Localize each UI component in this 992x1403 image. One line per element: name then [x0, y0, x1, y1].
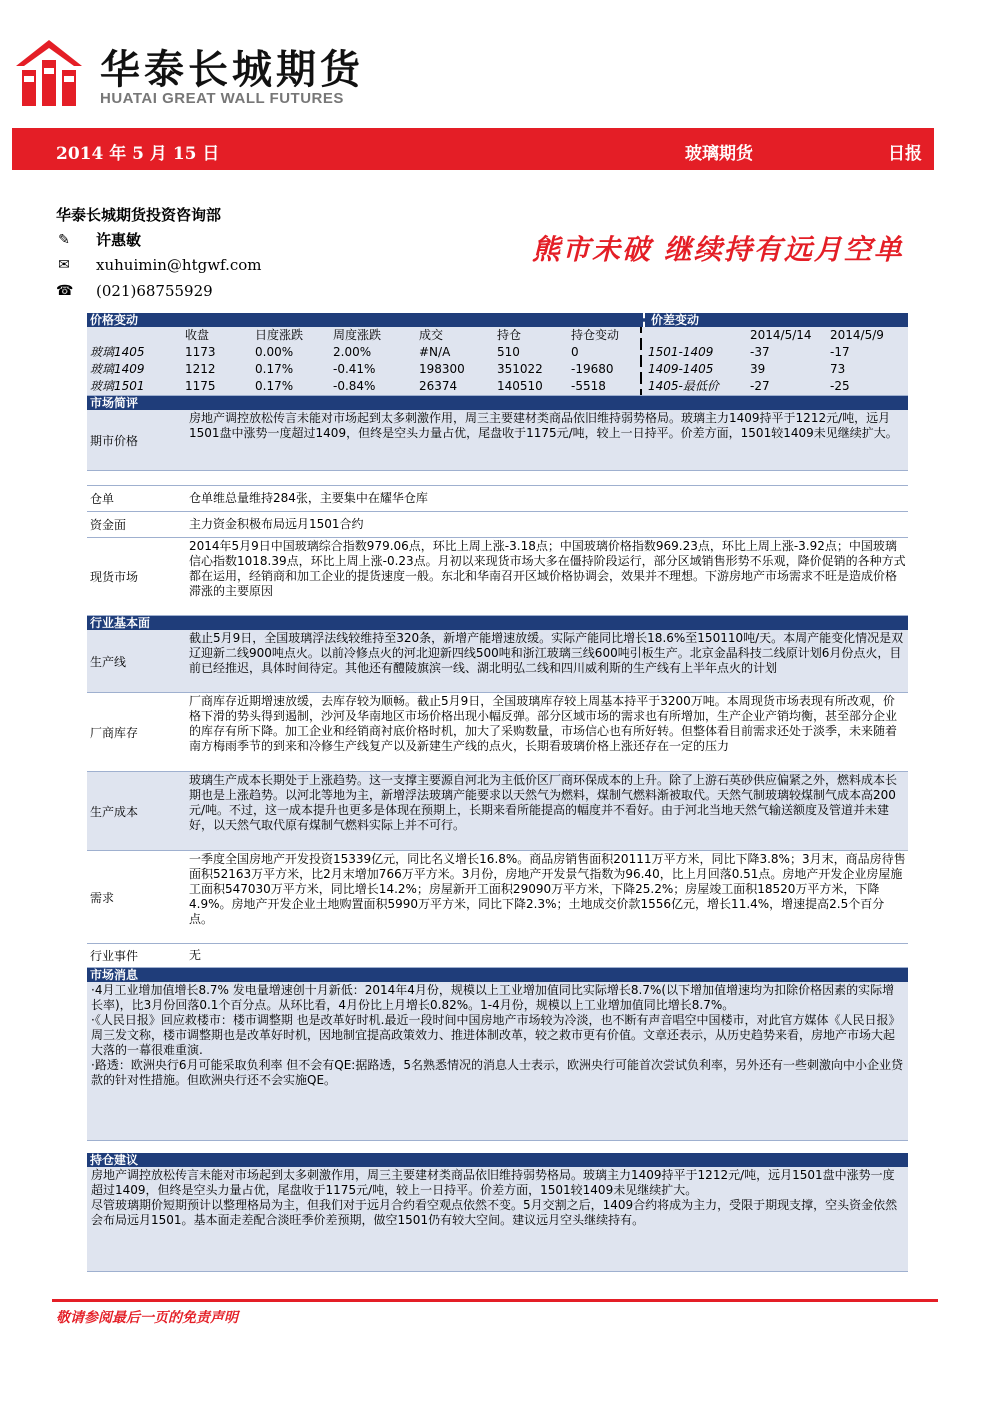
volume-value: 198300: [419, 362, 465, 376]
market-row-spot: [87, 538, 908, 616]
advice-section-title: 持仓建议: [87, 1153, 908, 1167]
market-row-warrant: [87, 486, 908, 512]
col-header: 2014/5/9: [830, 328, 884, 342]
spread-name: 1501-1409: [640, 344, 750, 361]
row-label: 行业事件: [90, 949, 139, 963]
industry-section-title: 行业基本面: [87, 616, 908, 630]
daily-change: 0.17%: [255, 379, 294, 393]
col-header: 持仓: [497, 328, 522, 342]
weekly-change: 2.00%: [333, 345, 372, 359]
disclaimer-note: 敬请参阅最后一页的免责声明: [56, 1310, 238, 1326]
row-label: 生产线: [90, 654, 127, 669]
spread-section-title: 价差变动: [643, 313, 908, 327]
volume-value: #N/A: [419, 345, 451, 359]
analyst-name: 许惠敏: [96, 231, 142, 249]
col-header: 成交: [419, 328, 444, 342]
pen-icon: ✎: [58, 231, 70, 248]
row-text: 玻璃生产成本长期处于上涨趋势。这一支撑主要源自河北为主低价区厂商环保成本的上升。除了上游石英砂供应偏紧之外，燃料成本长期也是上涨趋势。以河北等地为主，新增浮法玻璃产能要求以天然气为燃料，煤制气燃料渐被取代。天然气制玻璃较煤制气成本高200元/吨。不过，这一成本提升也更多是体现在预期上，长期来看所能提高的幅度并不看好。由于河北当地天然气输送额度及管道并未建好，以天然气取代原有煤制气燃料实际上并不可行。: [189, 773, 898, 832]
open-interest: 510: [497, 345, 520, 359]
market-row-capital: [87, 512, 908, 538]
col-header: 2014/5/14: [750, 328, 812, 342]
weekly-change: -0.41%: [333, 362, 376, 376]
col-header: 收盘: [185, 328, 210, 342]
open-interest: 140510: [497, 379, 543, 393]
close-value: 1173: [185, 345, 216, 359]
row-label: 现货市场: [90, 570, 139, 584]
table-row: [87, 378, 908, 395]
spread-value-2: -25: [830, 379, 850, 393]
industry-row-cost: [87, 772, 908, 851]
row-text: 无: [189, 947, 202, 962]
row-label: 生产成本: [90, 804, 139, 819]
advice-text: 房地产调控放松传言未能对市场起到太多刺激作用，周三主要建材类商品依旧维持弱势格局。玻璃主力1409持平于1212元/吨，远月1501盘中涨势一度超过1409，但终是空头力量占优，尾盘收于1175元/吨，较上一日持平。价差方面，1501较1409未见继续扩大。 尽管玻璃期价短期预计以整理格局为主，但我们对于远月合约看空观点依然不变。5月交割之后，1409合约将成为主力，受限于期现支撑，空头资金依然会布局远月1501。基本面走差配合淡旺季价差预期，做空1501仍有较大空间。建议远月空头继续持有。: [87, 1167, 908, 1272]
row-text: 仓单维总量维持284张，主要集中在耀华仓库: [189, 490, 428, 505]
oi-change: -5518: [571, 379, 606, 393]
price-section-title: 价格变动: [87, 313, 643, 327]
news-text: ·4月工业增加值增长8.7% 发电量增速创十月新低：2014年4月份，规模以上工业增加值同比实际增长8.7%(以下增加值增速均为扣除价格因素的实际增长率)，比3月份回落0.1个百分点。从环比看，4月份比上月增长0.82%。1-4月份，规模以上工业增加值同比增长8.7%。 ·《人民日报》回应救楼市：楼市调整期 也是改革好时机.最近一段时间中国房地产市场较为冷淡，也不断有声音唱空中国楼市，对此官方媒体《人民日报》周三发文称，楼市调整期也是改革好时机，因地制宜提高政策效力、推进体制改革，较之救市更有价值。文章还表示，从历史趋势来看，房地产市场大起大落的一幕很难重演. ·路透：欧洲央行6月可能采取负利率 但不会有QE:据路透，5名熟悉情况的消息人士表示，欧洲央行可能首次尝试负利率，另外还有一些刺激向中小企业贷款的针对性措施。但欧洲央行还不会实施QE。: [87, 982, 908, 1141]
news-section-title: 市场消息: [87, 968, 908, 982]
contract-name: 玻璃1501: [90, 379, 145, 393]
mail-icon: ✉: [58, 257, 70, 273]
row-text: 房地产调控放松传言未能对市场起到太多刺激作用，周三主要建材类商品依旧维持弱势格局。玻璃主力1409持平于1212元/吨，远月1501盘中涨势一度超过1409，但终是空头力量占优，尾盘收于1175元/吨，较上一日持平。价差方面，1501较1409未见继续扩大。: [189, 411, 898, 440]
spread-value-1: 39: [750, 362, 766, 376]
report-body: [87, 313, 908, 1272]
close-value: 1212: [185, 362, 216, 376]
table-row: [87, 344, 908, 361]
brand-name-en: HUATAI GREAT WALL FUTURES: [100, 90, 344, 107]
company-logo: [12, 36, 86, 110]
row-text: 主力资金积极布局远月1501合约: [189, 516, 364, 531]
daily-change: 0.17%: [255, 362, 294, 376]
row-label: 需求: [90, 890, 115, 905]
phone-icon: ☎: [56, 283, 74, 299]
spacer: [87, 1141, 908, 1153]
oi-change: 0: [571, 345, 579, 359]
footer-divider: [52, 1299, 938, 1302]
spread-value-2: -17: [830, 345, 850, 359]
contract-name: 玻璃1405: [90, 345, 145, 359]
row-label: 资金面: [90, 518, 127, 532]
col-header: [640, 327, 750, 344]
report-headline: 熊市未破 继续持有远月空单: [532, 233, 904, 266]
row-label: 仓单: [90, 492, 115, 506]
analyst-phone: (021)68755929: [96, 282, 213, 300]
price-header-row: [87, 327, 908, 344]
table-row: [87, 361, 908, 378]
spacer-row: [87, 471, 908, 486]
close-value: 1175: [185, 379, 216, 393]
industry-row-demand: [87, 851, 908, 944]
spread-value-2: 73: [830, 362, 846, 376]
row-text: 2014年5月9日中国玻璃综合指数979.06点，环比上周上涨-3.18点；中国玻璃价格指数969.23点，环比上周上涨-3.92点；中国玻璃信心指数1018.39点，环比上周上涨-0.23点。月初以来现货市场大多在僵持阶段运行，部分区域销售形势不乐观，降价促销的各种方式都在运用，经销商和加工企业的提货速度一般。东北和华南召开区域价格协调会，效果并不理想。下游房地产市场需求不旺是造成价格滞涨的主要原因: [189, 539, 906, 598]
analyst-name-row: [56, 229, 141, 250]
col-header: 持仓变动: [571, 328, 620, 342]
analyst-email[interactable]: xuhuimin@htgwf.com: [96, 256, 262, 274]
report-date: 2014 年 5 月 15 日: [56, 144, 220, 164]
row-text: 一季度全国房地产开发投资15339亿元，同比名义增长16.8%。商品房销售面积20111万平方米，同比下降3.8%；3月末，商品房待售面积52163万平方米，比2月末增加766万平方米。3月份，房地产开发景气指数为96.40，比上月回落0.51点。房地产开发企业房屋施工面积547030万平方米，同比增长14.2%；房屋新开工面积29090万平方米，下降25.2%；房屋竣工面积18520万平方米，下降4.9%。房地产开发企业土地购置面积5990万平方米，同比下降2.3%；土地成交价款1556亿元，增长11.4%，增速提高2.5个百分点。: [189, 852, 906, 926]
oi-change: -19680: [571, 362, 614, 376]
row-label: 厂商库存: [90, 725, 139, 740]
contract-name: 玻璃1409: [90, 362, 145, 376]
col-header: 日度涨跌: [255, 328, 304, 342]
brand-name-cn: 华泰长城期货: [100, 47, 364, 93]
spread-name: 1405-最低价: [640, 378, 750, 395]
market-row-futures: [87, 410, 908, 471]
open-interest: 351022: [497, 362, 543, 376]
row-text: 截止5月9日，全国玻璃浮法线较维持至320条，新增产能增速放缓。实际产能同比增长18.6%至150110吨/天。本周产能变化情况是双辽迎新二线900吨点火。以前冷修点火的河北迎新四线500吨和浙江玻璃三线600吨引板生产。北京金晶科技二线原计划6月份点火，目前已经推迟，具体时间待定。其他还有醴陵旗滨一线、湖北明弘二线和四川威利斯的生产线有上半年点火的计划: [189, 631, 904, 675]
row-text: 厂商库存近期增速放缓，去库存较为顺畅。截止5月9日，全国玻璃库存较上周基本持平于3200万吨。本周现货市场表现有所改观，价格下滑的势头得到遏制，沙河及华南地区市场价格出现小幅反弹。部分区域市场的需求也有所增加，生产企业产销均衡，甚至部分企业的库存有所下降。加工企业和经销商衬底价格时机，加大了采购数量，市场信心也有所好转。但整体看目前需求还处于淡季，未来随着南方梅雨季节的到来和冷修生产线复产以及新建生产线的点火，长期看玻璃价格上涨还存在一定的压力: [189, 694, 898, 753]
industry-row-inventory: [87, 693, 908, 772]
email-row: [56, 256, 262, 274]
spread-value-1: -37: [750, 345, 770, 359]
spread-name: 1409-1405: [640, 361, 750, 378]
report-topic: 玻璃期货: [685, 144, 753, 164]
row-label: 期市价格: [90, 433, 139, 448]
col-header: [87, 327, 185, 344]
industry-row-lines: [87, 630, 908, 693]
department: 华泰长城期货投资咨询部: [56, 206, 222, 224]
col-header: 周度涨跌: [333, 328, 382, 342]
volume-value: 26374: [419, 379, 458, 393]
market-section-title: 市场简评: [87, 396, 908, 410]
spread-value-1: -27: [750, 379, 770, 393]
price-table: [87, 313, 908, 396]
industry-row-events: [87, 944, 908, 968]
report-type: 日报: [888, 144, 922, 164]
phone-row: [56, 282, 213, 300]
weekly-change: -0.84%: [333, 379, 376, 393]
daily-change: 0.00%: [255, 345, 294, 359]
